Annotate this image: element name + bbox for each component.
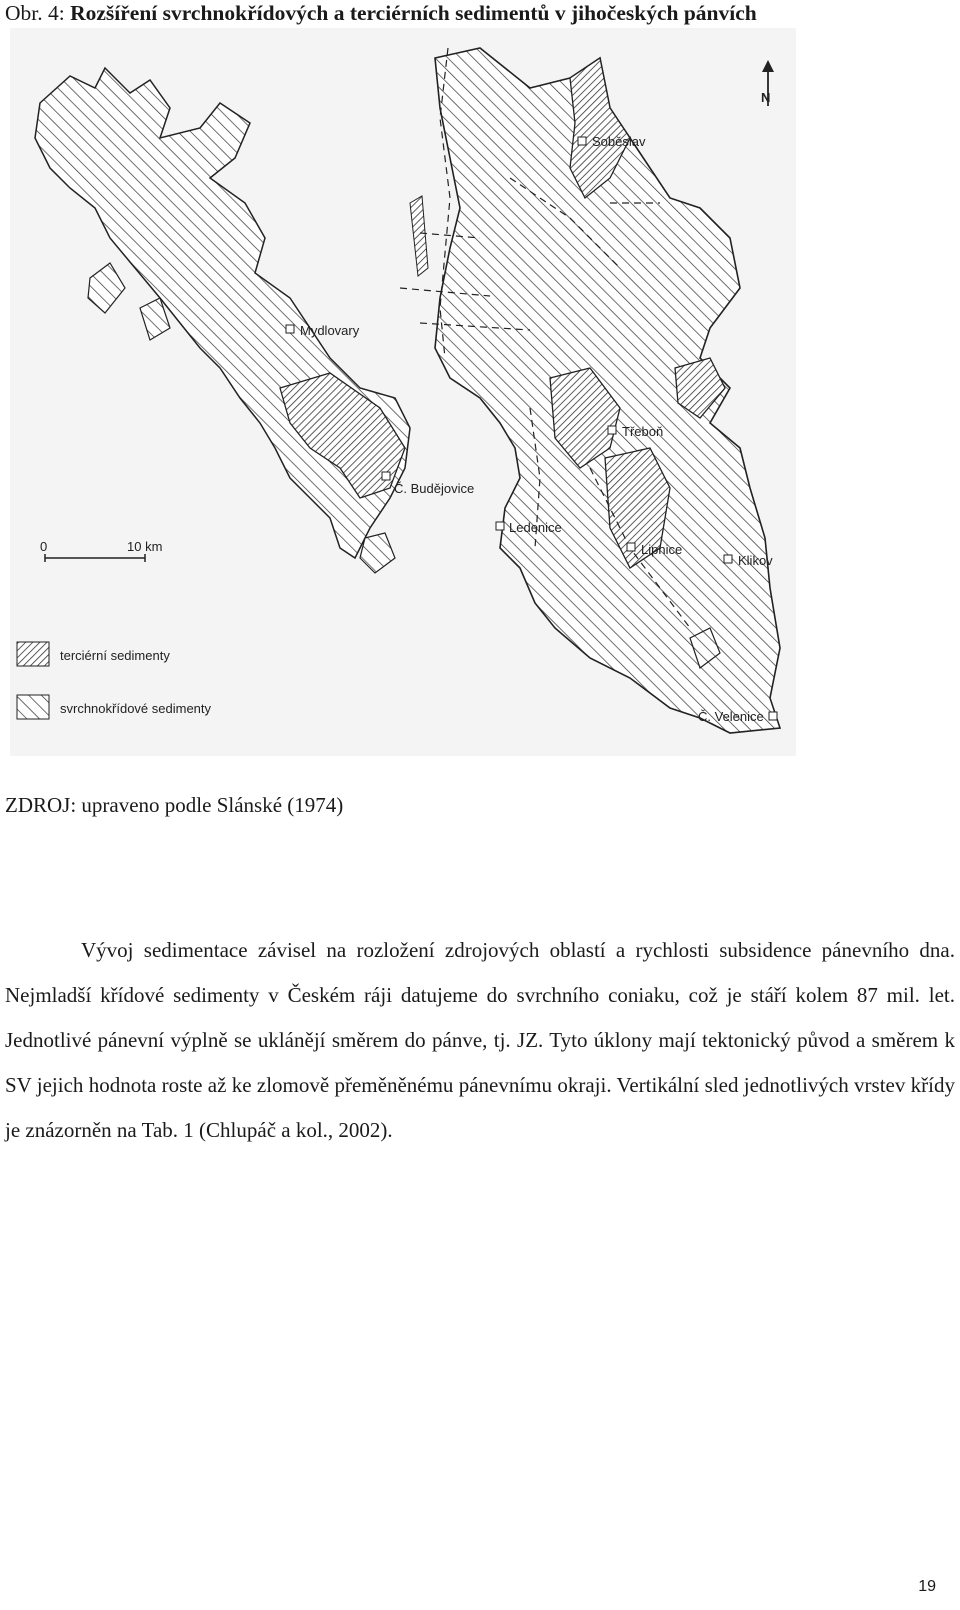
scale-distance: 10 km [127,539,163,554]
town-label: Klikov [738,553,773,568]
town-label: Č. Budějovice [394,481,475,496]
north-arrow [761,60,774,106]
north-label: N [761,90,771,105]
budejovice-basin [35,68,410,573]
geological-map [10,28,796,756]
map-legend [17,642,212,719]
town-label: Soběslav [592,134,646,149]
scale-bar [40,539,162,562]
town-label: Ledenice [509,520,562,535]
legend-item-cretaceous [17,695,212,719]
figure-source: ZDROJ: upraveno podle Slánské (1974) [5,793,344,817]
legend-item-tertiary [17,642,170,666]
town-label: Třeboň [622,424,664,439]
figure-caption [5,0,955,26]
paragraph-text: Vývoj sedimentace závisel na rozložení zdrojových oblastí a rychlosti subsidence pánevního dna. Nejmladší křídové sedimenty v Českém ráji datujeme do svrchního coniaku, což je stáří kolem 87 mil. let. Jednotlivé pánevní výplně se uklánějí směrem do pánve, tj. JZ. Tyto úklony mají tektonický původ a směrem k SV jejich hodnota roste až ke zlomově přeměněnému pánevnímu okraji. Vertikální sled jednotlivých vrstev křídy je znázorněn na Tab. 1 (Chlupáč a kol., 2002). [5,938,955,1142]
caption-title: Rozšíření svrchnokřídových a terciérních sedimentů v jihočeských pánvích [70,1,757,25]
trebon-basin [410,48,780,733]
body-paragraph [5,928,955,1153]
page-number: 19 [918,1578,936,1595]
town-label: Mydlovary [300,323,360,338]
town-label: Č. Velenice [698,709,764,724]
town-label: Lipnice [641,542,683,557]
scale-zero: 0 [40,539,48,554]
caption-prefix: Obr. 4: [5,1,71,25]
legend-label: svrchnokřídové sedimenty [60,701,212,716]
legend-label: terciérní sedimenty [60,648,170,663]
